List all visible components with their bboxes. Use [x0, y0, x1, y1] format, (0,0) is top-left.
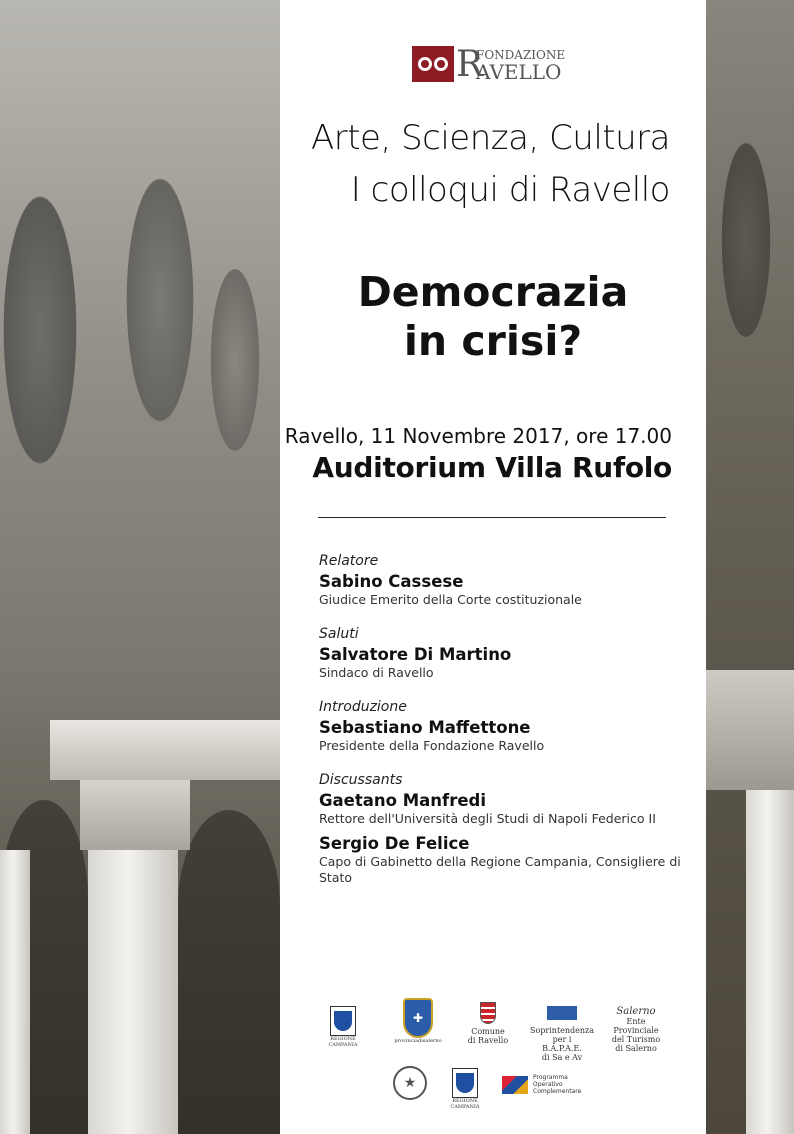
speaker-name: Salvatore Di Martino: [319, 645, 512, 664]
sponsor-repubblica-italiana: [392, 1066, 428, 1100]
speaker-entry: [319, 771, 689, 827]
column-capital: [50, 720, 280, 780]
event-venue: Auditorium Villa Rufolo: [312, 451, 672, 484]
speaker-entry: [319, 698, 689, 754]
speaker-role: Introduzione: [319, 699, 407, 715]
logo-line2: AVELLO: [476, 60, 562, 84]
speaker-title: Rettore dell'Università degli Studi di Napoli Federico II: [319, 811, 656, 826]
sponsor-caption: Complementare: [533, 1088, 582, 1095]
headline-line1: Democrazia: [357, 268, 629, 316]
comune-ravello-crest-icon: [480, 1002, 496, 1024]
sponsor-caption: Soprintendenza: [529, 1026, 595, 1035]
column-capital: [706, 670, 794, 790]
sponsor-caption: Programma: [533, 1074, 568, 1081]
sponsor-caption: di Ravello: [467, 1036, 509, 1045]
sponsor-poc: [502, 1074, 592, 1095]
logo-initial: R: [456, 44, 484, 85]
speaker-title: Sindaco di Ravello: [319, 665, 434, 680]
sponsor-caption: provinciadisalerno: [394, 1038, 442, 1044]
sponsor-provincia-salerno: [394, 998, 442, 1044]
marble-column: [746, 790, 794, 1134]
speaker-name: Gaetano Manfredi: [319, 791, 486, 810]
series-title-line1: Arte, Scienza, Cultura: [310, 118, 670, 158]
divider: [318, 517, 666, 518]
marble-column: [88, 850, 178, 1134]
event-headline: [280, 268, 706, 366]
headline-line2: in crisi?: [403, 317, 583, 365]
provincia-salerno-crest-icon: ✚: [403, 998, 433, 1038]
sponsor-caption: REGIONE CAMPANIA: [328, 1036, 358, 1048]
speaker-entry: [319, 625, 689, 681]
sponsor-caption: Operativo: [533, 1081, 563, 1088]
sponsor-caption: REGIONE CAMPANIA: [450, 1098, 480, 1110]
sponsor-caption: di Salerno: [615, 1044, 657, 1053]
marble-column: [0, 850, 30, 1134]
speaker-entry: [319, 833, 689, 886]
sponsor-caption: di Sa e Av: [541, 1053, 583, 1062]
photo-left-arches: [0, 0, 280, 1134]
speaker-name: Sebastiano Maffettone: [319, 718, 531, 737]
speaker-title: Giudice Emerito della Corte costituzionale: [319, 592, 582, 607]
event-date-time: Ravello, 11 Novembre 2017, ore 17.00: [284, 424, 672, 448]
sponsor-soprintendenza: [529, 1006, 595, 1062]
repubblica-italiana-emblem-icon: ★: [393, 1066, 427, 1100]
regione-campania-crest-icon: [452, 1068, 478, 1098]
sponsor-caption: del Turismo: [611, 1035, 661, 1044]
speaker-entry: [319, 552, 689, 608]
speaker-role: Saluti: [319, 626, 359, 642]
logo-line1: FONDAZIONE: [476, 48, 566, 62]
speaker-title: Capo di Gabinetto della Regione Campania, Consigliere di Stato: [319, 854, 681, 885]
sponsor-regione-campania: [326, 1006, 360, 1048]
fondazione-ravello-logo: [412, 44, 576, 84]
speaker-role: Discussants: [319, 772, 403, 788]
regione-campania-crest-icon: [330, 1006, 356, 1036]
sponsor-comune-ravello: [466, 1002, 510, 1045]
arch-shadow: [178, 810, 280, 1134]
series-title-line2: I colloqui di Ravello: [350, 170, 670, 210]
speaker-list: [319, 552, 689, 903]
poc-logo-icon: [502, 1076, 528, 1094]
soprintendenza-logo-icon: [547, 1006, 577, 1020]
photo-right-arches: [706, 0, 794, 1134]
ept-salerno-logo-icon: Salerno: [616, 1006, 656, 1017]
speaker-name: Sabino Cassese: [319, 572, 464, 591]
sponsor-caption: Ente Provinciale: [613, 1017, 659, 1035]
sponsor-ept-salerno: [604, 1006, 668, 1053]
speaker-title: Presidente della Fondazione Ravello: [319, 738, 545, 753]
speaker-name: Sergio De Felice: [319, 834, 470, 853]
speaker-role: Relatore: [319, 553, 379, 569]
column-capital: [80, 780, 190, 850]
fondazione-ravello-logo-icon: [412, 46, 454, 82]
logo-wordmark: [456, 45, 576, 83]
sponsor-caption: Comune: [471, 1027, 505, 1036]
sponsor-caption: per i B.A.P.A.E.: [542, 1035, 582, 1053]
sponsor-regione-campania-2: [448, 1068, 482, 1110]
